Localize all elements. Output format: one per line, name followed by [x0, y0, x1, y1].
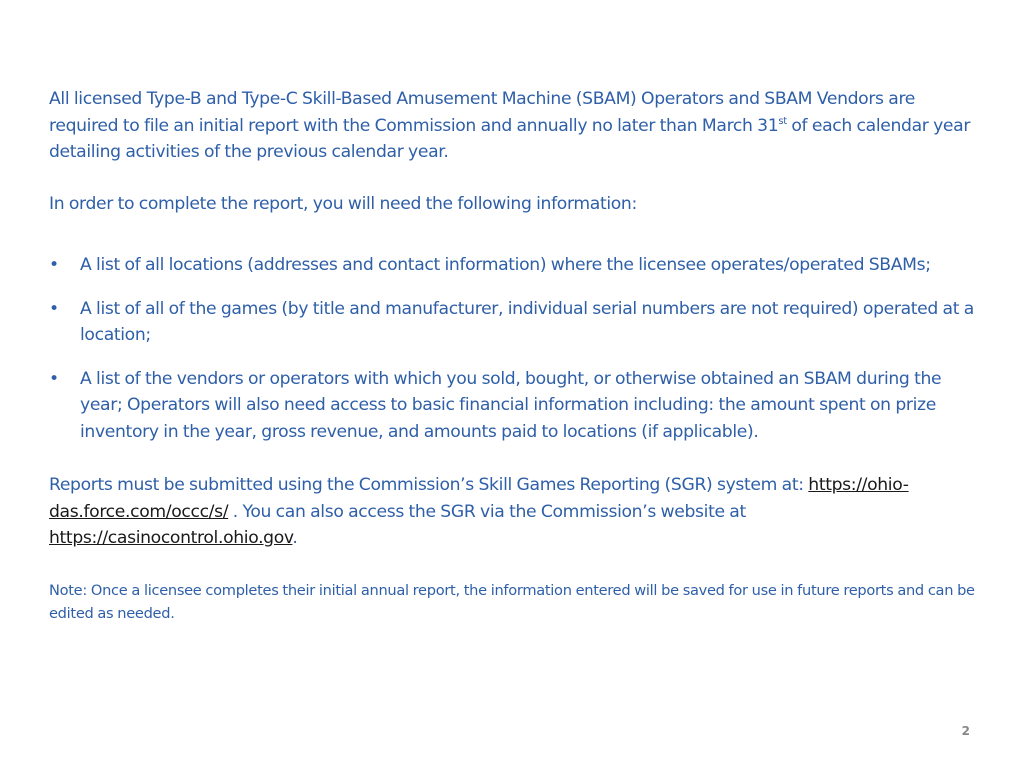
sgr-system-link[interactable]: https://ohio-das.force.com/occc/s/ [49, 475, 909, 522]
intro-text-after: of each calendar year detailing activities of the previous calendar year. [49, 115, 971, 162]
slide-content [49, 86, 979, 625]
note-paragraph: Note: Once a licensee completes their initial annual report, the information entered will be saved for use in future reports and can be edited as needed. [49, 581, 975, 622]
list-item-text: A list of all of the games (by title and manufacturer, individual serial numbers are not required) operated at a location; [80, 298, 974, 345]
bullet-icon: • [49, 368, 59, 389]
bullet-icon: • [49, 255, 59, 275]
page-number: 2 [961, 724, 970, 738]
list-item [49, 252, 979, 279]
list-item [49, 296, 979, 349]
reports-text-3: . [292, 528, 298, 548]
reports-text-2: . You can also access the SGR via the Commission’s website at [228, 501, 746, 522]
intro-superscript: st [778, 115, 787, 127]
intro-text-before: All licensed Type-B and Type-C Skill-Based Amusement Machine (SBAM) Operators and SBAM Vendors are required to file an initial report with the Commission and annually no later than March 31 [49, 89, 916, 136]
list-item [49, 366, 979, 446]
intro-paragraph [49, 86, 979, 166]
reports-paragraph [49, 472, 979, 552]
list-item-text: A list of all locations (addresses and contact information) where the licensee operates/operated SBAMs; [80, 255, 931, 275]
bullet-icon: • [49, 298, 59, 319]
need-info-paragraph: In order to complete the report, you will need the following information: [49, 193, 637, 214]
commission-website-link[interactable]: https://casinocontrol.ohio.gov [49, 528, 293, 548]
requirements-list [49, 252, 979, 445]
reports-text-1: Reports must be submitted using the Commission’s Skill Games Reporting (SGR) system at: [49, 475, 809, 495]
list-item-text: A list of the vendors or operators with which you sold, bought, or otherwise obtained an SBAM during the year; Operators will also need access to basic financial information including: the amount spent on prize inventory in the year, gross revenue, and amounts paid to locations (if applicable). [80, 368, 942, 442]
